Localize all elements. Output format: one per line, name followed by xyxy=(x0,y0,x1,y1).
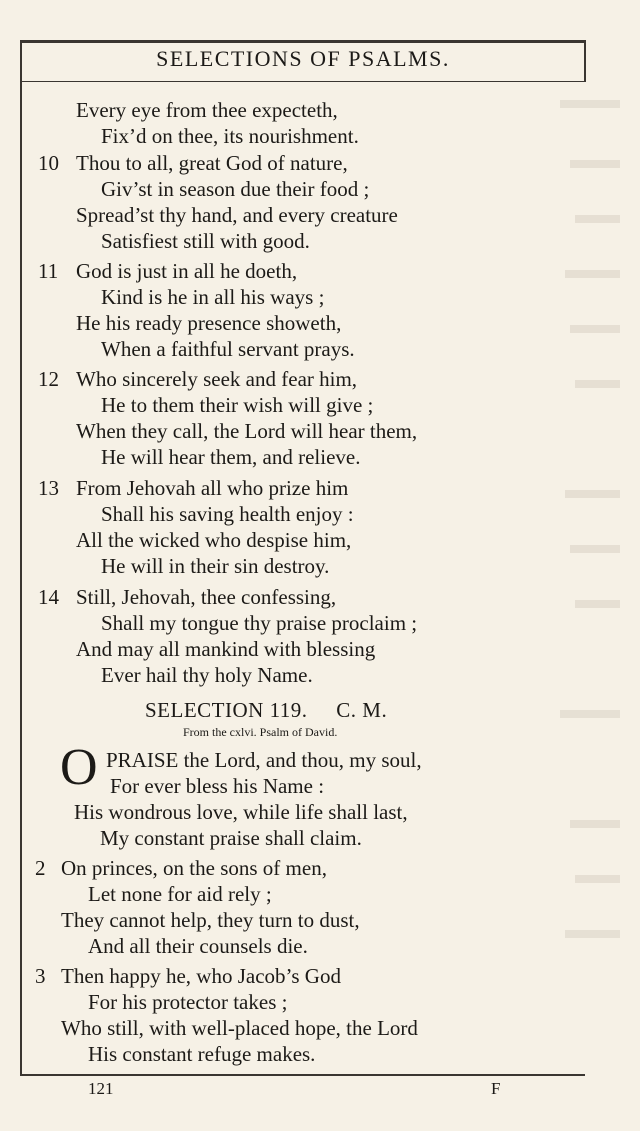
verse-line: For ever bless his Name : xyxy=(110,774,325,798)
verse-line: PRAISE the Lord, and thou, my soul, xyxy=(106,748,422,772)
verse-line: On princes, on the sons of men, xyxy=(61,856,327,880)
verse-line: Let none for aid rely ; xyxy=(88,882,272,906)
verse-line: Who still, with well-placed hope, the Lord xyxy=(61,1016,418,1040)
verse-line: Ever hail thy holy Name. xyxy=(101,663,313,687)
verse-line: Satisfiest still with good. xyxy=(101,229,310,253)
verse-number: 2 xyxy=(35,856,46,880)
verse-line: All the wicked who despise him, xyxy=(76,528,352,552)
verse-line: Spread’st thy hand, and every creature xyxy=(76,203,398,227)
header-rule xyxy=(20,81,585,82)
header-border-right xyxy=(584,40,586,82)
verse-number: 12 xyxy=(38,367,59,391)
verse-line: My constant praise shall claim. xyxy=(100,826,362,850)
verse-line: Then happy he, who Jacob’s God xyxy=(61,964,341,988)
verse-line: Shall my tongue thy praise proclaim ; xyxy=(101,611,418,635)
verse-number: 10 xyxy=(38,151,59,175)
verse-line: When they call, the Lord will hear them, xyxy=(76,419,418,443)
verse-line: His wondrous love, while life shall last, xyxy=(74,800,408,824)
verse-line: Kind is he in all his ways ; xyxy=(101,285,325,309)
verse-number: 11 xyxy=(38,259,59,283)
running-header: SELECTIONS OF PSALMS. xyxy=(156,46,450,71)
verse-line: They cannot help, they turn to dust, xyxy=(61,908,360,932)
verse-line: Who sincerely seek and fear him, xyxy=(76,367,358,391)
verse-line: Still, Jehovah, thee confessing, xyxy=(76,585,337,609)
verse-line: When a faithful servant prays. xyxy=(101,337,355,361)
page-number: 121 xyxy=(88,1079,114,1098)
verse-line: From Jehovah all who prize him xyxy=(76,476,349,500)
verse-line: And all their counsels die. xyxy=(88,934,308,958)
verse-number: 3 xyxy=(35,964,46,988)
verse-line: He will hear them, and relieve. xyxy=(101,445,361,469)
verse-line: For his protector takes ; xyxy=(88,990,288,1014)
verse-line: Shall his saving health enjoy : xyxy=(101,502,354,526)
verse-line: He will in their sin destroy. xyxy=(101,554,330,578)
verse-number: 13 xyxy=(38,476,59,500)
verse-line: He his ready presence showeth, xyxy=(76,311,342,335)
drop-cap: O xyxy=(60,739,98,796)
verse-line: And may all mankind with blessing xyxy=(76,637,376,661)
selection-source: From the cxlvi. Psalm of David. xyxy=(183,725,338,739)
selection-heading xyxy=(145,698,387,723)
page-border-top xyxy=(20,40,585,43)
verse-number: 14 xyxy=(38,585,59,609)
verse-line: Every eye from thee expecteth, xyxy=(76,98,338,122)
signature-mark: F xyxy=(491,1079,501,1098)
verse-line: Thou to all, great God of nature, xyxy=(76,151,348,175)
selection-meter: C. M. xyxy=(336,698,388,722)
verse-line: He to them their wish will give ; xyxy=(101,393,374,417)
selection-title: SELECTION 119. xyxy=(145,698,308,722)
verse-line: Fix’d on thee, its nourishment. xyxy=(101,124,359,148)
verse-line: God is just in all he doeth, xyxy=(76,259,298,283)
page-border-bottom xyxy=(20,1074,585,1076)
verse-line: Giv’st in season due their food ; xyxy=(101,177,370,201)
page-border-left xyxy=(20,40,22,1075)
verse-line: His constant refuge makes. xyxy=(88,1042,316,1066)
